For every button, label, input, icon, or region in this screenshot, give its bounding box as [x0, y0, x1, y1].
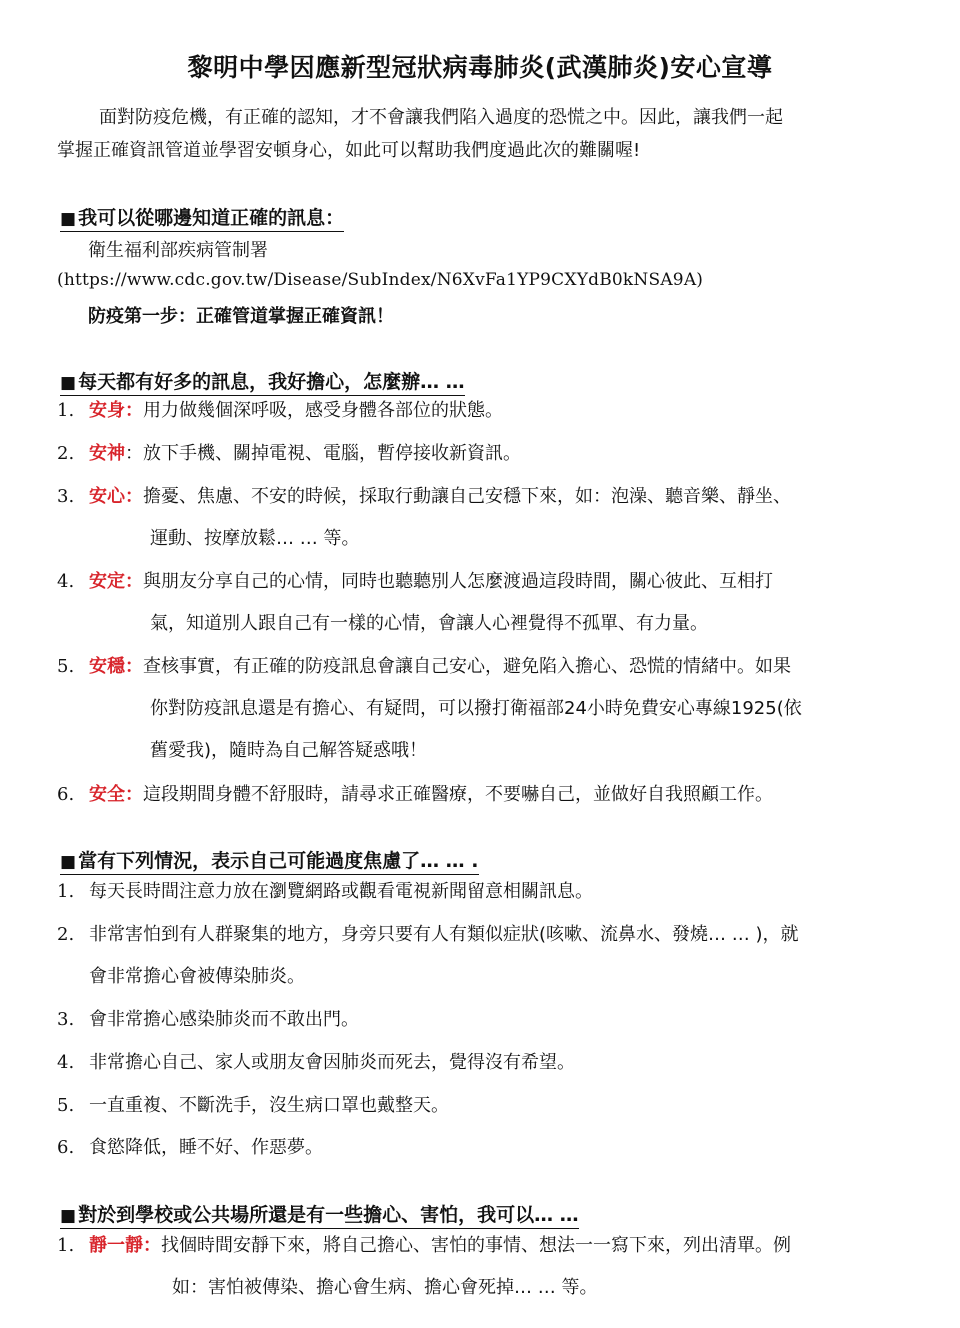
section-heading-text: 對於到學校或公共場所還是有一些擔心、害怕，我可以… … [78, 1204, 579, 1226]
item-label: 安心： [89, 486, 143, 507]
item-number: 1. [57, 400, 75, 421]
square-bullet-icon: ■ [60, 1206, 77, 1226]
square-bullet-icon: ■ [60, 209, 77, 229]
item-number: 4. [57, 1052, 75, 1073]
item-text-continued: 氣，知道別人跟自己有一樣的心情，會讓人心裡覺得不孤單、有力量。 [150, 613, 708, 634]
item-text-continued: 如：害怕被傳染、擔心會生病、擔心會死掉… … 等。 [172, 1277, 598, 1298]
item-text: 非常害怕到有人群聚集的地方，身旁只要有人有類似症狀(咳嗽、流鼻水、發燒… … )，就 [89, 924, 799, 945]
item-label: 靜一靜： [89, 1235, 161, 1256]
list-item [57, 914, 907, 998]
item-text: 與朋友分享自己的心情，同時也聽聽別人怎麼渡過這段時間，關心彼此、互相打 [143, 571, 773, 592]
item-label: 安神 [89, 443, 125, 464]
item-text: 會非常擔心感染肺炎而不敢出門。 [89, 1009, 359, 1030]
item-label: 安穩： [89, 656, 143, 677]
item-text: 用力做幾個深呼吸，感受身體各部位的狀態。 [143, 400, 503, 421]
item-number: 5. [57, 656, 75, 677]
list-item [57, 774, 907, 816]
item-text: 食慾降低，睡不好、作惡夢。 [89, 1137, 323, 1158]
source-url: (https://www.cdc.gov.tw/Disease/SubIndex/N6XvFa1YP9CXYdB0kNSA9A) [57, 270, 704, 290]
item-label: 安定： [89, 571, 143, 592]
item-number: 2. [57, 924, 75, 945]
list-item [57, 999, 907, 1041]
square-bullet-icon: ■ [60, 373, 77, 393]
item-number: 2. [57, 443, 75, 464]
item-text: 這段期間身體不舒服時，請尋求正確醫療，不要嚇自己，並做好自我照顧工作。 [143, 784, 773, 805]
item-number: 3. [57, 486, 75, 507]
item-number: 4. [57, 571, 75, 592]
list-item [57, 433, 907, 475]
item-number: 1. [57, 881, 75, 902]
source-name: 衛生福利部疾病管制署 [88, 240, 268, 261]
list-item [57, 390, 907, 432]
item-label: 安身： [89, 400, 143, 421]
item-text-continued: 你對防疫訊息還是有擔心、有疑問，可以撥打衛福部24小時免費安心專線1925(依 [150, 698, 802, 719]
item-label: 安全： [89, 784, 143, 805]
page-title: 黎明中學因應新型冠狀病毒肺炎(武漢肺炎)安心宣導 [187, 53, 773, 82]
intro-line-1: 面對防疫危機，有正確的認知，才不會讓我們陷入過度的恐慌之中。因此，讓我們一起 [99, 107, 783, 128]
list-item [57, 1225, 907, 1309]
list-item [57, 561, 907, 645]
item-text-continued: 舊愛我)，隨時為自己解答疑惑哦！ [150, 740, 428, 761]
section-heading-text: 每天都有好多的訊息，我好擔心，怎麼辦… … [78, 371, 465, 393]
list-item [57, 1042, 907, 1084]
prevention-tip: 防疫第一步：正確管道掌握正確資訊！ [88, 306, 394, 327]
item-number: 6. [57, 784, 75, 805]
section-heading-info-sources [60, 203, 344, 232]
item-number: 6. [57, 1137, 75, 1158]
item-text: ：放下手機、關掉電視、電腦，暫停接收新資訊。 [125, 443, 521, 464]
intro-paragraph [57, 101, 907, 167]
list-item [57, 1085, 907, 1127]
item-text-continued: 會非常擔心會被傳染肺炎。 [89, 966, 305, 987]
item-number: 5. [57, 1095, 75, 1116]
square-bullet-icon: ■ [60, 852, 77, 872]
item-text: 非常擔心自己、家人或朋友會因肺炎而死去，覺得沒有希望。 [89, 1052, 575, 1073]
item-text: 每天長時間注意力放在瀏覽網路或觀看電視新聞留意相關訊息。 [89, 881, 593, 902]
item-number: 1. [57, 1235, 75, 1256]
item-text-continued: 運動、按摩放鬆… … 等。 [150, 528, 360, 549]
list-item [57, 1127, 907, 1169]
item-text: 查核事實，有正確的防疫訊息會讓自己安心，避免陷入擔心、恐慌的情緒中。如果 [143, 656, 791, 677]
list-item [57, 646, 907, 772]
item-text: 擔憂、焦慮、不安的時候，採取行動讓自己安穩下來，如：泡澡、聽音樂、靜坐、 [143, 486, 791, 507]
section-heading-text: 我可以從哪邊知道正確的訊息： [78, 207, 345, 229]
intro-line-2: 掌握正確資訊管道並學習安頓身心，如此可以幫助我們度過此次的難關喔! [57, 140, 641, 161]
item-text: 找個時間安靜下來，將自己擔心、害怕的事情、想法一一寫下來，列出清單。例 [161, 1235, 791, 1256]
list-item [57, 476, 907, 560]
item-text: 一直重複、不斷洗手，沒生病口罩也戴整天。 [89, 1095, 449, 1116]
item-number: 3. [57, 1009, 75, 1030]
section-heading-text: 當有下列情況，表示自己可能過度焦慮了… … . [78, 850, 479, 872]
list-item [57, 871, 907, 913]
